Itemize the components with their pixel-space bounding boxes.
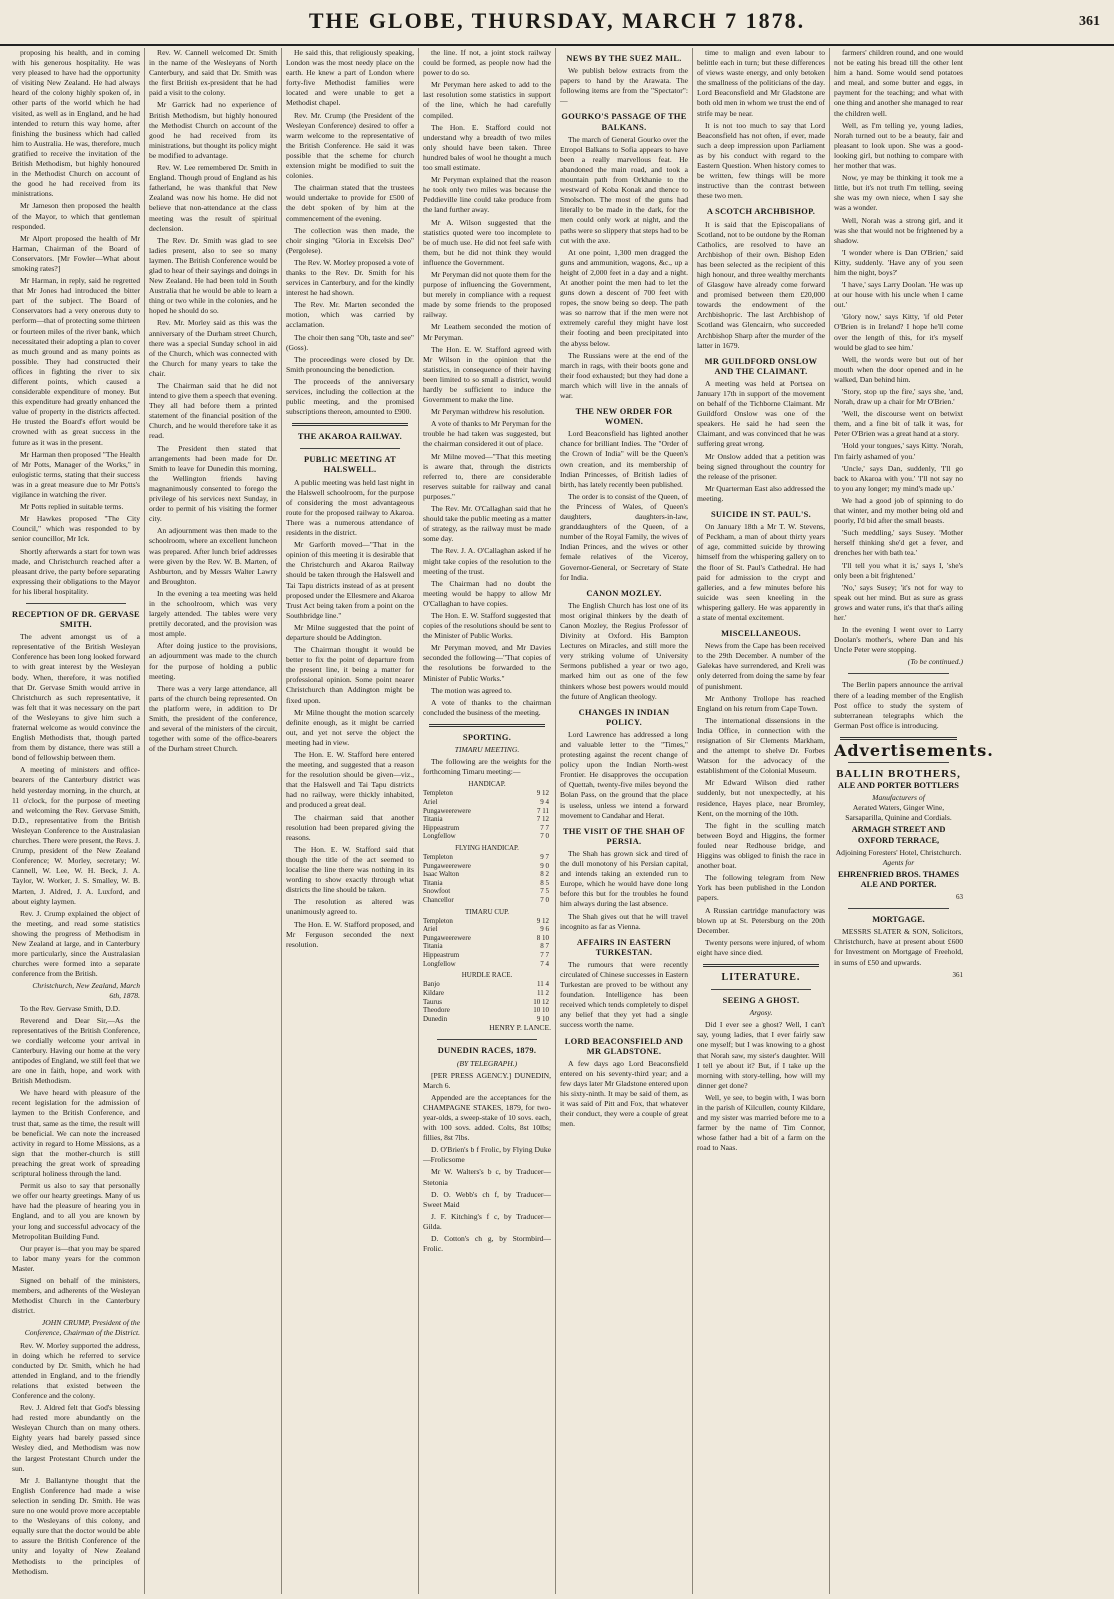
divider <box>26 603 126 604</box>
horse-weight: 7 11 <box>537 806 549 815</box>
paragraph: The proceedings were closed by Dr. Smith pronouncing the benediction. <box>286 354 414 374</box>
table-row <box>423 917 551 926</box>
paragraph: Rev. J. Aldred felt that God's blessing had rested more abundantly on the Wesleyan Church than on many others. Eighty years had barely passed since Wesley died, and Methodism was now the largest Protestant Church under the sun. <box>12 1403 140 1473</box>
page-title: THE GLOBE, THURSDAY, MARCH 7 1878. <box>308 8 806 33</box>
paragraph: The chairman stated that the trustees would undertake to provide for £500 of the debt spoken of by him at the commencement of the evening. <box>286 183 414 223</box>
paragraph: Well, as I'm telling ye, young ladies, Norah turned out to be a beauty, fair and pleasant to look upon. She was a good-looking girl, but nothing to compare with her mother that was. <box>834 120 963 171</box>
paragraph: Mr Alport proposed the health of Mr Harman, Chairman of the Board of Conservators. [Mr Fowler—What about smoking rates?] <box>12 233 140 273</box>
paragraph: The Hon. E. W. Stafford suggested that copies of the resolutions should be sent to the Minister of Public Works. <box>423 610 551 641</box>
table-row <box>423 998 551 1007</box>
paragraph: The motion was agreed to. <box>431 685 512 695</box>
salutation: To the Rev. Gervase Smith, D.D. <box>20 1003 120 1013</box>
horse-weight: 9 6 <box>540 925 549 934</box>
paragraph: It is said that the Episcopalians of Scotland, not to be outdone by the Roman Catholics, are resolved to have an Archbishop of their own. Bishop Eden has been selected as the recipient of this high honour, and three wealthy merchants of Glasgow have already come forward and promised between them £20,000 towards the endowment of the Archbishopric. The last Archbishop of Scotland was Glencairn, who succeeded Archbishop Sharp after the murder of the latter in 1679. <box>697 219 825 350</box>
table-row <box>423 1015 551 1024</box>
horse-weight: 8 7 <box>540 942 549 951</box>
article-heading: SEEING A GHOST. <box>722 996 800 1006</box>
table-row <box>423 798 551 807</box>
horse-weight: 8 2 <box>540 870 549 879</box>
paragraph: 'I'll tell you what it is,' says I, 'she's only been a bit frightened.' <box>834 560 963 580</box>
ad-title: BALLIN BROTHERS, <box>836 768 961 780</box>
ad-line: Agents for <box>882 857 915 867</box>
horse-weight: 7 5 <box>540 887 549 896</box>
article-subheading: CHANGES IN INDIAN POLICY. <box>578 707 670 727</box>
table-row <box>423 925 551 934</box>
paragraph: Mr Onslow added that a petition was being signed throughout the country for the release of the prisoner. <box>697 451 825 481</box>
table-row <box>423 1006 551 1015</box>
table-row <box>423 862 551 871</box>
article-subheading: CANON MOZLEY. <box>586 588 662 598</box>
table-row <box>423 980 551 989</box>
paragraph: The Chairman said that he did not intend to give them a speech that evening. They all had before them a printed statement of the financial position of the Church, and he would therefore take it as read. <box>149 381 277 441</box>
paragraph: Well, ye see, to begin with, I was born in the parish of Kilcullen, county Kildare, and my sister was married before me to a farmer by the name of Tim Connor, whose father had a bit of a farm on the road to Naas. <box>697 1092 825 1153</box>
column-6 <box>693 48 830 1594</box>
divider <box>437 1039 537 1040</box>
table-row <box>423 896 551 905</box>
paragraph: Mr Jameson then proposed the health of the Mayor, to which that gentleman responded. <box>12 201 140 231</box>
paragraph: Mr J. Ballantyne thought that the English Conference had made a wise selection in sending Dr. Smith. He was sure no one would prove more acceptable to the Wesleyans of this colony, and equally sure that the doctor would be able to assure the British Conference of the unity and loyalty of New Zealand Methodists to the principles of Methodism. <box>12 1475 140 1576</box>
article-subheading: THE VISIT OF THE SHAH OF PERSIA. <box>562 826 686 846</box>
table-row <box>423 832 551 841</box>
paragraph: We had a good job of spinning to do that winter, and my mother being old and poorly, I'd bid after the small beasts. <box>834 495 963 526</box>
paragraph: The Hon. E. W. Stafford here entered the meeting, and suggested that a reason for the resolution should be given—viz., that the Halswell and Tai Tapu districts had no railway, were thickly inhabited, and produced a great deal. <box>286 750 414 810</box>
ballin-brothers-ad <box>834 769 963 902</box>
paragraph: The Hon. E. W. Stafford agreed with Mr Wilson in the opinion that the statistics, in consequence of their having been limited to so small a district, would hardly be sufficient to induce the Government to make the line. <box>423 344 551 405</box>
paragraph: The following telegram from New York has been published in the London papers. <box>697 873 825 903</box>
horse-name: Hippeastrum <box>423 951 460 960</box>
ad-line: Manufacturers of <box>872 793 925 803</box>
paragraph: Mr Milne thought the motion scarcely definite enough, as it might be carried out, and yet not serve the object the meeting had in view. <box>286 707 414 747</box>
divider <box>429 724 545 727</box>
paragraph: Rev. J. Crump explained the object of the meeting, and read some statistics showing the progress of Methodism in New Zealand at large, and in Canterbury more particularly, since the Australasian churches were formed into a separate conference from the British. <box>12 908 140 979</box>
paragraph: Mr Peryman withdrew his resolution. <box>431 407 545 417</box>
paragraph: Mr Harman, in reply, said he regretted that Mr Jones had introduced the bitter part of the subject. The Board of Conservators had a very onerous duty to perform—that of protecting some thirteen or fourteen miles of the river bank, which necessitated their adopting a plan to cover as much ground and as many points as possible. They had constructed their offices in fighting the river to six different points, which caused a considerable expenditure of money. But this expenditure had greatly enhanced the value of property in the districts affected. He trusted the Board's effort would be crowned with as great success in the future as it was in the present. <box>12 276 140 447</box>
article-heading: MISCELLANEOUS. <box>721 629 801 639</box>
horse-name: Ariel <box>423 797 438 806</box>
paragraph: Mr Quarterman East also addressed the meeting. <box>697 483 825 503</box>
paragraph: The Chairman thought it would be better to fix the point of departure from the present line, it being a matter for professional opinion. Some point nearer Christchurch than Addington might be fixed upon. <box>286 645 414 705</box>
table-row <box>423 951 551 960</box>
paragraph: A vote of thanks to the chairman concluded the business of the meeting. <box>423 697 551 717</box>
paragraph: News from the Cape has been received to the 29th December. A number of the Galekas have surrendered, and Kreli was only deterred from doing the same by fear of punishment. <box>697 641 825 691</box>
paragraph: 'Well, the discourse went on betwixt them, and a fine bit of talk it was, for Peter O'Brien was a great hand at a story. <box>834 409 963 439</box>
paragraph: Mr Peryman did not quote them for the purpose of influencing the Government, but merely in compliance with a request made by some friends to the proposed railway. <box>423 269 551 320</box>
paragraph: The Berlin papers announce the arrival there of a leading member of the English Post office to study the system of subterranean telegraphs which the German Post office is introducing. <box>834 680 963 730</box>
ad-number: 361 <box>952 970 963 979</box>
paragraph: Mr Milne suggested that the point of departure should be Addington. <box>286 622 414 642</box>
paragraph: 'Such meddling,' says Susey. 'Mother herself thinking she'd get a fever, and drenches her with bath tea.' <box>834 528 963 558</box>
paragraph: Mr Anthony Trollope has reached England on his return from Cape Town. <box>697 693 825 713</box>
paragraph: Well, the words were but out of her mouth when the door opened and in he walked, Dan behind him. <box>834 354 963 384</box>
horse-weight: 9 12 <box>536 789 549 798</box>
paragraph: At one point, 1,300 men dragged the guns and ammunition, wagons, &c., up a height of 2,000 feet in a day and a night. At another point the men had to let the guns down a descent of 700 feet with ropes, the snow being so deep. The path was so narrow that if the men were not extremely careful they might have lost their footing and been precipitated into the abyss below. <box>560 247 688 348</box>
paragraph: The Shah has grown sick and tired of the dull monotony of his Persian capital, and intends taking an extended run to Europe, which he would have done long before this but for the troubles he found him always during the last absence. <box>560 848 688 909</box>
horse-weight: 8 10 <box>536 933 549 942</box>
paragraph: Rev. Mr. Morley said as this was the anniversary of the Durham street Church, there was a special Sunday school in aid of the Church, which was connected with the Church for many years to take the chair. <box>149 318 277 378</box>
ad-line: ALE AND PORTER BOTTLERS <box>838 781 959 791</box>
horse-weight: 10 10 <box>533 1006 549 1015</box>
section-heading: LITERATURE. <box>721 971 801 983</box>
paragraph: Lord Lawrence has addressed a long and valuable letter to the "Times," protesting against the recent change of policy upon the Indian North-west Frontier. He disapproves the occupation of Quettah, twenty-five miles beyond the Bolan Pass, on the ground that the place is useless, unless we intend a forward movement to Candahar and Herat. <box>560 729 688 820</box>
paragraph: 'Story, stop up the fire,' says she, 'and, Norah, draw up a chair for Mr O'Brien.' <box>834 387 963 407</box>
divider <box>703 964 819 967</box>
table-row <box>423 934 551 943</box>
horse-weight: 11 2 <box>537 988 549 997</box>
race-title: HANDICAP. <box>468 780 506 789</box>
paragraph: The Russians were at the end of the march in rags, with their boots gone and their food exhausted; but they had done a march which will live in the annals of war. <box>560 350 688 400</box>
paragraph: The proceeds of the anniversary services, including the collection at the public meeting, and the promised subscriptions thereon, amounted to £900. <box>286 376 414 417</box>
paragraph: The choir then sang "Oh, taste and see" (Goss). <box>286 332 414 352</box>
paragraph: A few days ago Lord Beaconsfield entered on his seventy-third year; and a few days later Mr Gladstone entered upon his sixty-ninth. It may be said of them, as it was said of Pitt and Fox, that whatever their conduct, they were a couple of great men. <box>560 1058 688 1129</box>
paragraph: The rumours that were recently circulated of Chinese successes in Eastern Turkestan are proved to be without any foundation. Intelligence has been received which tends completely to dispel any belief that they yet had a single success worth the name. <box>560 959 688 1030</box>
dateline: Christchurch, New Zealand, March 6th, 1878. <box>32 981 140 1001</box>
horse-name: Isaac Walton <box>423 870 460 879</box>
paragraph: D. O. Webb's ch f, by Traducer—Sweet Maid <box>423 1189 551 1209</box>
paragraph: Mr Hawkes proposed "The City Council," which was responded to by senior councillor, Mr Ick. <box>12 514 140 544</box>
paragraph: The Shah gives out that he will travel incognito as far as Vienna. <box>560 911 688 931</box>
article-subheading: GOURKO'S PASSAGE OF THE BALKANS. <box>561 112 687 132</box>
paragraph: Reverend and Dear Sir,—As the representatives of the British Conference, we cordially welcome your arrival in Canterbury. Having our home at the very antipodes of England, we still feel that we are one in faith, hope, and work with British Methodism. <box>12 1015 140 1086</box>
paragraph: The Rev. J. A. O'Callaghan asked if he might take copies of the resolution to the meeting of the trust. <box>423 546 551 576</box>
horse-weight: 10 12 <box>533 997 549 1006</box>
ad-line: EHRENFRIED BROS. THAMES ALE AND PORTER. <box>837 869 960 889</box>
divider <box>292 423 408 426</box>
paragraph: Mr Harman then proposed "The Health of Mr Potts, Manager of the Works," in eulogistic terms, stating that their success was in a great measure due to Mr Potts's vigilance in watching the river. <box>12 449 140 500</box>
table-row <box>423 824 551 833</box>
paragraph: Mr Potts replied in suitable terms. <box>20 502 124 512</box>
table-row <box>423 942 551 951</box>
paragraph: Signed on behalf of the ministers, members, and adherents of the Wesleyan Methodist Church in the Canterbury district. <box>12 1275 140 1316</box>
column-7 <box>830 48 994 1594</box>
paragraph: He said this, that religiously speaking, London was the most needy place on the earth. He knew a part of London where forty-five Methodist families were located and were unable to get a Methodist chapel. <box>286 48 414 108</box>
paragraph: J. F. Kitching's f c, by Traducer—Gilda. <box>423 1211 551 1231</box>
table-row <box>423 870 551 879</box>
paragraph: In the evening a tea meeting was held in the schoolroom, which was very largely attended. The tables were very prettily decorated, and the provision was most ample. <box>149 588 277 639</box>
paragraph: farmers' children round, and one would not be eating his bread till the other lent him a hand. Some would send potatoes and meal, and some butter and eggs, in payment for the teaching; and what with one thing and another she managed to rear the children well. <box>834 48 963 118</box>
article-subheading: LORD BEACONSFIELD AND MR GLADSTONE. <box>564 1036 684 1056</box>
paragraph: We have heard with pleasure of the recent legislation for the admission of laymen to the British Conference, and trust that, same as the time, the result will be beneficial. We can note the increased activity in regard to Home Missions, as a sign that the mother-church is still preaching the great work of spreading scriptural holiness through the land. <box>12 1088 140 1179</box>
paragraph: Mr Leathem seconded the motion of Mr Peryman. <box>423 322 551 342</box>
horse-weight: 7 4 <box>540 959 549 968</box>
paragraph: 'I wonder where is Dan O'Brien,' said Kitty, suddenly. 'Have any of you seen him the night, boys?' <box>834 247 963 277</box>
paragraph: On January 18th a Mr T. W. Stevens, of Peckham, a man of about thirty years of age, committed suicide by throwing himself from the whispering gallery on to the floor of St. Paul's Cathedral. He had paid for admission to the crypt and galleries, and a few minutes before his suicide was seen kneeling in the whispering gallery. He was apparently in a state of mental excitement. <box>697 522 825 622</box>
horse-weight: 9 7 <box>540 853 549 862</box>
horse-name: Hippeastrum <box>423 823 460 832</box>
paragraph: 'No,' says Susey; 'it's not for way to speak out her mind. But as sure as grass grows and water runs, it's that that's ailing her.' <box>834 582 963 622</box>
paragraph: Mr W. Walters's b c, by Traducer—Stetonia <box>423 1167 551 1187</box>
paragraph: proposing his health, and in coming with his generous hospitality. He was very pleased to have had the opportunity of visiting New Zealand. He had always heard of the colony highly spoken of, in other parts of the world which he had visited, as well as in England, and he had intended to return this way home, after finishing the business which had called him to Australia. He was, therefore, much gratified to receive the invitation of the British Methodism, but highly honoured in the Methodist Church on account of the good he had received from its ministrations. <box>12 48 140 199</box>
paragraph: The Hon. E. Stafford could not understand why a breadth of two miles only should have been taken. Three hundred bales of wool he thought a much too small estimate. <box>423 122 551 173</box>
paragraph: Permit us also to say that personally we offer our hearty greetings. Many of us have had the pleasure of hearing you in England, and to all you are known by your long and successful advocacy of the Metropolitan Building Fund. <box>12 1181 140 1241</box>
paragraph: We publish below extracts from the papers to hand by the Arawata. The following items are from the "Spectator":— <box>560 66 688 106</box>
horse-weight: 9 0 <box>540 861 549 870</box>
horse-name: Chancellor <box>423 896 454 904</box>
paragraph: 'Glory now,' says Kitty, 'if old Peter O'Brien is in Ireland? I hope he'll come over the length of this, for it's myself would be glad to see him.' <box>834 312 963 352</box>
paragraph: The march of General Gourko over the Etropol Balkans to Sofia appears to have been a really marvellous feat. He abandoned the main road, and took a mountain path from Orkhanie to the westward of Koba Konak and thence to Smolschon. The most of the guns had literally to be made in the dark, for the men could only work at night, and the paths were so slippery that steps had to be cut with the axe. <box>560 134 688 245</box>
table-row <box>423 989 551 998</box>
paragraph: A vote of thanks to Mr Peryman for the trouble he had taken was suggested, but the chairman considered it out of place. <box>423 419 551 449</box>
paragraph: Well, Norah was a strong girl, and it was she that would not be frightened by a shadow. <box>834 215 963 245</box>
paragraph: The resolution as altered was unanimously agreed to. <box>286 897 414 917</box>
horse-weight: 8 5 <box>540 878 549 887</box>
divider <box>848 762 949 763</box>
paragraph: Mr Peryman moved, and Mr Davies seconded the following—"That copies of the resolutions be forwarded to the Minister of Public Works." <box>423 643 551 683</box>
divider <box>711 989 811 990</box>
table-row <box>423 879 551 888</box>
mortgage-ad <box>834 915 963 980</box>
paragraph: The Rev. Mr. O'Callaghan said that he should take the public meeting as a matter of strategy, as the railway must be made some day. <box>423 504 551 544</box>
advertisements-heading: Advertisements. <box>834 740 994 760</box>
column-4 <box>419 48 556 1594</box>
paragraph: The Rev. Mr. Marten seconded the motion, which was carried by acclamation. <box>286 300 414 330</box>
paragraph: The President then stated that arrangements had been made for Dr. Smith to leave for Dunedin this morning, the Wellington friends having magnanimously consented to forego the privilege of his services next Sunday, in order to permit of his visiting the former city. <box>149 443 277 524</box>
divider <box>848 908 949 909</box>
source-credit: Argosy. <box>749 1008 773 1018</box>
signature: JOHN CRUMP, President of the Conference, Chairman of the District. <box>24 1318 140 1338</box>
continued-note: (To be continued.) <box>907 657 963 667</box>
horse-name: Longfellow <box>423 959 456 968</box>
paragraph: The chairman said that another resolution had been prepared giving the reasons. <box>286 812 414 842</box>
horse-name: Kildare <box>423 988 444 997</box>
paragraph: Mr Peryman here asked to add to the last resolution some statistics in support of the line, which he had carefully compiled. <box>423 80 551 120</box>
paragraph: Mr Garforth moved—"That in the opinion of this meeting it is desirable that the Christchurch and Akaroa Railway should be taken through the Halswell and Tai Tapu districts instead of as at present proposed under the Ellesmere and Akaroa Trust Act being taken from a point on the Southbridge line." <box>286 540 414 620</box>
paragraph: Our prayer is—that you may be spared to labor many years for the common Master. <box>12 1243 140 1273</box>
signature: HENRY P. LANCE. <box>489 1023 551 1033</box>
race-title: FLYING HANDICAP. <box>455 843 519 852</box>
paragraph: An adjournment was then made to the schoolroom, where an excellent luncheon was prepared. After lunch brief addresses were given by the Rev. W. B. Marten, of Ashburton, and by Messrs Walter Lawry and Broughton. <box>149 526 277 586</box>
horse-weight: 7 0 <box>540 896 549 904</box>
paragraph: The advent amongst us of a representative of the British Wesleyan Conference has been long looked forward to with great interest by the Wesleyan body. When, therefore, it was notified that Dr. Gervase Smith would arrive in Christchurch as such representative, it was felt that it was necessary on the part of the Wesleyans to give him such a fraternal welcome as would convince the English Methodists that, though parted from them by distance, there was still a bond of fellowship between them. <box>12 632 140 763</box>
horse-weight: 7 7 <box>540 951 549 960</box>
paragraph: Rev. W. Lee remembered Dr. Smith in England. Though proud of England as his fatherland, he was thankful that New Zealand was now his home. He did not believe that non-attendance at the class meeting was the result of spiritual declension. <box>149 163 277 233</box>
horse-name: Dunedin <box>423 1014 448 1023</box>
race-weights <box>423 779 551 1023</box>
race-title: TIMARU CUP. <box>465 907 509 916</box>
paragraph: Did I ever see a ghost? Well, I can't say, young ladies, that I ever fairly saw one myself; but I was knowing to a ghost that Norah saw, my sister's daughter. Will I tell ye about it? But, if I take up the morning with story-telling, how will my dinner get done? <box>697 1020 825 1090</box>
horse-name: Templeton <box>423 789 453 798</box>
paragraph: The fight in the sculling match between Boyd and Higgins, the former fouled near Redhouse bridge, and Higgins was obliged to finish the race in another boat. <box>697 820 825 871</box>
paragraph: The Hon. E. W. Stafford proposed, and Mr Ferguson seconded the next resolution. <box>286 919 414 949</box>
ad-line: ARMAGH STREET AND OXFORD TERRACE, <box>851 825 946 845</box>
paragraph: Rev. W. Morley supported the address, in doing which he referred to service conducted by Dr. Smith, which he had attended in England, and to the friendly relations that existed between the Conference and the colony. <box>12 1340 140 1400</box>
horse-weight: 9 10 <box>536 1014 549 1023</box>
horse-weight: 11 4 <box>537 980 549 989</box>
paragraph: The Hon. E. W. Stafford said that though the title of the act seemed to localise the line there was nothing in its wording to show exactly through what districts the line should be taken. <box>286 844 414 895</box>
article-subheading: THE NEW ORDER FOR WOMEN. <box>575 407 673 427</box>
paragraph: The order is to consist of the Queen, of the Princess of Wales, of Queen's daughters, daughters-in-law, granddaughters of the Queen, of a number of the Royal Family, the wives of Indian Princes, and the wives or other female relatives of the Viceroy, Governor-General, or Secretary of State for India. <box>560 491 688 582</box>
column-5 <box>556 48 693 1594</box>
paragraph: The following are the weights for the forthcoming Timaru meeting:— <box>423 757 551 777</box>
paragraph: Rev. Mr. Crump (the President of the Wesleyan Conference) desired to offer a warm welcome to the representative of the British Conference. He said it was possible that the scheme for church extension might be modified to suit the colonies. <box>286 110 414 181</box>
article-heading: THE AKAROA RAILWAY. <box>297 432 403 442</box>
divider <box>840 737 957 740</box>
paragraph: D. Cotton's ch g, by Stormbird—Frolic. <box>423 1234 551 1254</box>
paragraph: time to malign and even labour to belittle each in turn; but these differences of views waste energy, and only betoken the smallness of the politicians of the day. Lord Beaconsfield and Mr Gladstone are both old men in whom we trust the end of strife may be near. <box>697 48 825 118</box>
paragraph: Shortly afterwards a start for town was made, and Christchurch reached after a pleasant drive, the party before separating expressing their obligations to the Mayor for his liberal hospitality. <box>12 546 140 596</box>
masthead <box>0 0 1114 46</box>
paragraph: 'Uncle,' says Dan, suddenly, 'I'll go back to Akaroa with you.' 'I'll not say no to you any longer; my mind's made up.' <box>834 463 963 493</box>
column-2 <box>145 48 282 1594</box>
horse-name: Pungaweerewere <box>423 861 471 870</box>
ad-line: Aerated Waters, Ginger Wine, Sarsaparilla, Quinine and Cordials. <box>845 803 952 823</box>
column-1 <box>8 48 145 1594</box>
article-heading: A SCOTCH ARCHBISHOP. <box>706 207 816 217</box>
race-table <box>423 917 551 969</box>
horse-name: Pungaweerewere <box>423 933 471 942</box>
table-row <box>423 887 551 896</box>
article-subheading: PUBLIC MEETING AT HALSWELL. <box>304 455 396 475</box>
paragraph: Now, ye may be thinking it took me a little, but it's not truth I'm telling, seeing she was my own niece, when I say she was a wonder. <box>834 173 963 213</box>
horse-name: Templeton <box>423 916 453 925</box>
horse-name: Pungaweerewere <box>423 806 471 815</box>
paragraph: After doing justice to the provisions, an adjournment was made to the church for the purpose of holding a public meeting. <box>149 641 277 681</box>
article-subheading: TIMARU MEETING. <box>454 745 520 754</box>
table-row <box>423 960 551 969</box>
article-heading: NEWS BY THE SUEZ MAIL. <box>566 54 682 63</box>
ad-title: MORTGAGE. <box>872 915 925 925</box>
article-heading: SPORTING. <box>462 732 512 742</box>
ad-line: Adjoining Foresters' Hotel, Christchurch. <box>835 847 962 857</box>
column-3 <box>282 48 419 1594</box>
table-row <box>423 807 551 816</box>
paragraph: Mr Edward Wilson died rather suddenly, but not unexpectedly, at his residence, Hayes place, near Bromley, Kent, on the morning of the 10th. <box>697 778 825 818</box>
paragraph: Lord Beaconsfield has lighted another chance for brilliant Indies. The "Order of the Crown of India" will be the Queen's own creation, and its membership of Indian Princesses, of British ladies of birth, has lately recently been published. <box>560 429 688 489</box>
paragraph: [PER PRESS AGENCY.] DUNEDIN, March 6. <box>423 1070 551 1090</box>
horse-name: Titania <box>423 815 443 824</box>
horse-name: Longfellow <box>423 832 456 841</box>
horse-name: Templeton <box>423 853 453 862</box>
table-row <box>423 853 551 862</box>
paragraph: It is not too much to say that Lord Beaconsfield has not often, if ever, made such a deep impression upon Parliament as by his conduct with regard to the Eastern Question. When history comes to be written, few things will be more instructive than the contrast between these two men. <box>697 120 825 201</box>
paragraph: Twenty persons were injured, of whom eight have since died. <box>697 937 825 957</box>
paragraph: 'Hold your tongues,' says Kitty. 'Norah, I'm fairly ashamed of you.' <box>834 441 963 461</box>
paragraph: The international dissensions in the India Office, in connection with the resignation of Sir Clements Markham, and the attempt to shelve Dr. Forbes Watson for the advocacy of the establishment of the Colonial Museum. <box>697 715 825 776</box>
paragraph: The English Church has lost one of its most original thinkers by the death of Canon Mozley, the Regius Professor of Divinity at Oxford. His Bampton Lectures on Miracles, and still more the very striking volume of University Sermons published a year or two ago, marked him out as one of the few thinkers whose best powers would mould the future of Anglican theology. <box>560 600 688 701</box>
article-heading: DUNEDIN RACES, 1879. <box>437 1046 537 1056</box>
horse-name: Titania <box>423 878 443 887</box>
paragraph: A Russian cartridge manufactory was blown up at St. Petersburg on the 20th December. <box>697 905 825 935</box>
ad-text: MESSRS SLATER & SON, Solicitors, Christchurch, have at present about £600 for Investment on Mortgage of Freehold, in sums of £50 and upwards. <box>834 927 963 967</box>
paragraph: Mr A. Wilson suggested that the statistics quoted were too incomplete to be of much use. He did not feel safe with them, but he did not think they would influence the Government. <box>423 217 551 267</box>
paragraph: The Chairman had no doubt the meeting would be happy to allow Mr O'Callaghan to have copies. <box>423 578 551 608</box>
paragraph: Mr Garrick had no experience of British Methodism, but highly honoured the Methodist Church on account of the good he had received from its ministrations, but thought its policy might be modified to advantage. <box>149 100 277 160</box>
horse-weight: 9 4 <box>540 797 549 806</box>
paragraph: A public meeting was held last night in the Halswell schoolroom, for the purpose of considering the most advantageous route for the proposed railway to Akaroa. There was a numerous attendance of residents in the district. <box>286 477 414 538</box>
race-title: HURDLE RACE. <box>461 971 513 980</box>
paragraph: The Rev. W. Morley proposed a vote of thanks to the Rev. Dr. Smith for his services in Canterbury, and for the kindly interest he had shown. <box>286 257 414 298</box>
page-number: 361 <box>1079 14 1100 29</box>
paragraph: Mr Peryman explained that the reason he took only two miles was because the Peddieville line could take produce from the land further away. <box>423 175 551 215</box>
paragraph: 'I have,' says Larry Doolan. 'He was up at our house with his uncle when I came out.' <box>834 280 963 310</box>
paragraph: The collection was then made, the choir singing "Gloria in Excelsis Deo" (Pergolese). <box>286 225 414 255</box>
paragraph: There was a very large attendance, all parts of the church being represented. On the platform were, in addition to Dr Smith, the president of the conference, and several of the ministers of the circuit, together with some of the office-bearers of the Durham street Church. <box>149 683 277 754</box>
paragraph: Mr Milne moved—"That this meeting is aware that, through the districts referred to, there are considerable reserves suitable for railway and canal purposes." <box>423 451 551 501</box>
horse-name: Theodore <box>423 1006 450 1015</box>
horse-weight: 9 12 <box>536 916 549 925</box>
race-table <box>423 789 551 841</box>
horse-name: Banjo <box>423 980 440 989</box>
columns <box>8 48 1106 1594</box>
article-subheading: (BY TELEGRAPH.) <box>456 1058 518 1068</box>
article-heading: MR GUILDFORD ONSLOW AND THE CLAIMANT. <box>704 356 818 376</box>
paragraph: A meeting was held at Portsea on January 17th in support of the movement on behalf of the Tichborne Claimant. Mr Guildford Onslow was one of the speakers. He said he had seen the Claimant, and was convinced that he was suffering great wrong. <box>697 378 825 449</box>
paragraph: Rev. W. Cannell welcomed Dr. Smith in the name of the Wesleyans of North Canterbury, and said that Dr. Smith was the first British ex-president that he had paid a visit to the colony. <box>149 48 277 98</box>
horse-name: Taurus <box>423 997 442 1006</box>
article-subheading: AFFAIRS IN EASTERN TURKESTAN. <box>576 937 672 957</box>
paragraph: the line. If not, a joint stock railway could be formed, as people now had the power to do so. <box>423 48 551 78</box>
article-heading: RECEPTION OF DR. GERVASE SMITH. <box>12 609 140 630</box>
race-table <box>423 853 551 905</box>
race-table <box>423 980 551 1023</box>
horse-weight: 7 0 <box>540 832 549 841</box>
horse-weight: 7 12 <box>536 815 549 824</box>
paragraph: A meeting of ministers and office-bearers of the Canterbury district was held yesterday morning, in the church, at 11 o'clock, for the purpose of meeting and welcoming the Rev. Gervase Smith, D.D., representative from the British Wesleyan Conference to the Australasian churches. There were present, the Revs. J. Crump, president of the New Zealand Conference; W. Morley, secretary; W. Cannell, W. Lee, W. H. Beck, J. A. Taylor, W. Worker, J. S. Smalley, W. B. Marten, J. Aldred, J. A. Luxford, and about eighty laymen. <box>12 765 140 906</box>
article-heading: SUICIDE IN ST. PAUL'S. <box>710 510 812 520</box>
horse-name: Titania <box>423 942 443 951</box>
table-row <box>423 789 551 798</box>
paragraph: D. O'Brien's b f Frolic, by Flying Duke—Frolicsome <box>423 1145 551 1165</box>
paragraph: Appended are the acceptances for the CHAMPAGNE STAKES, 1879, for two-year-olds, a sweep-stake of 10 sovs. each, with 100 sovs. added. Colts, 8st 10lbs; fillies, 8st 7lbs. <box>423 1092 551 1143</box>
horse-weight: 7 7 <box>540 823 549 832</box>
paragraph: The Rev. Dr. Smith was glad to see ladies present, also to see so many laymen. The British Conference would be glad to hear of their sayings and doings in New Zealand. He had been told in South Australia that he would be able to learn a thing or two while in the colonies, and he hoped he should do so. <box>149 235 277 316</box>
paragraph: In the evening I went over to Larry Doolan's mother's, where Dan and his Uncle Peter were stopping. <box>834 625 963 655</box>
ad-number: 63 <box>956 893 963 902</box>
divider <box>848 673 949 674</box>
horse-name: Snowfoot <box>423 887 451 896</box>
table-row <box>423 815 551 824</box>
horse-name: Ariel <box>423 925 438 934</box>
divider <box>300 448 400 449</box>
